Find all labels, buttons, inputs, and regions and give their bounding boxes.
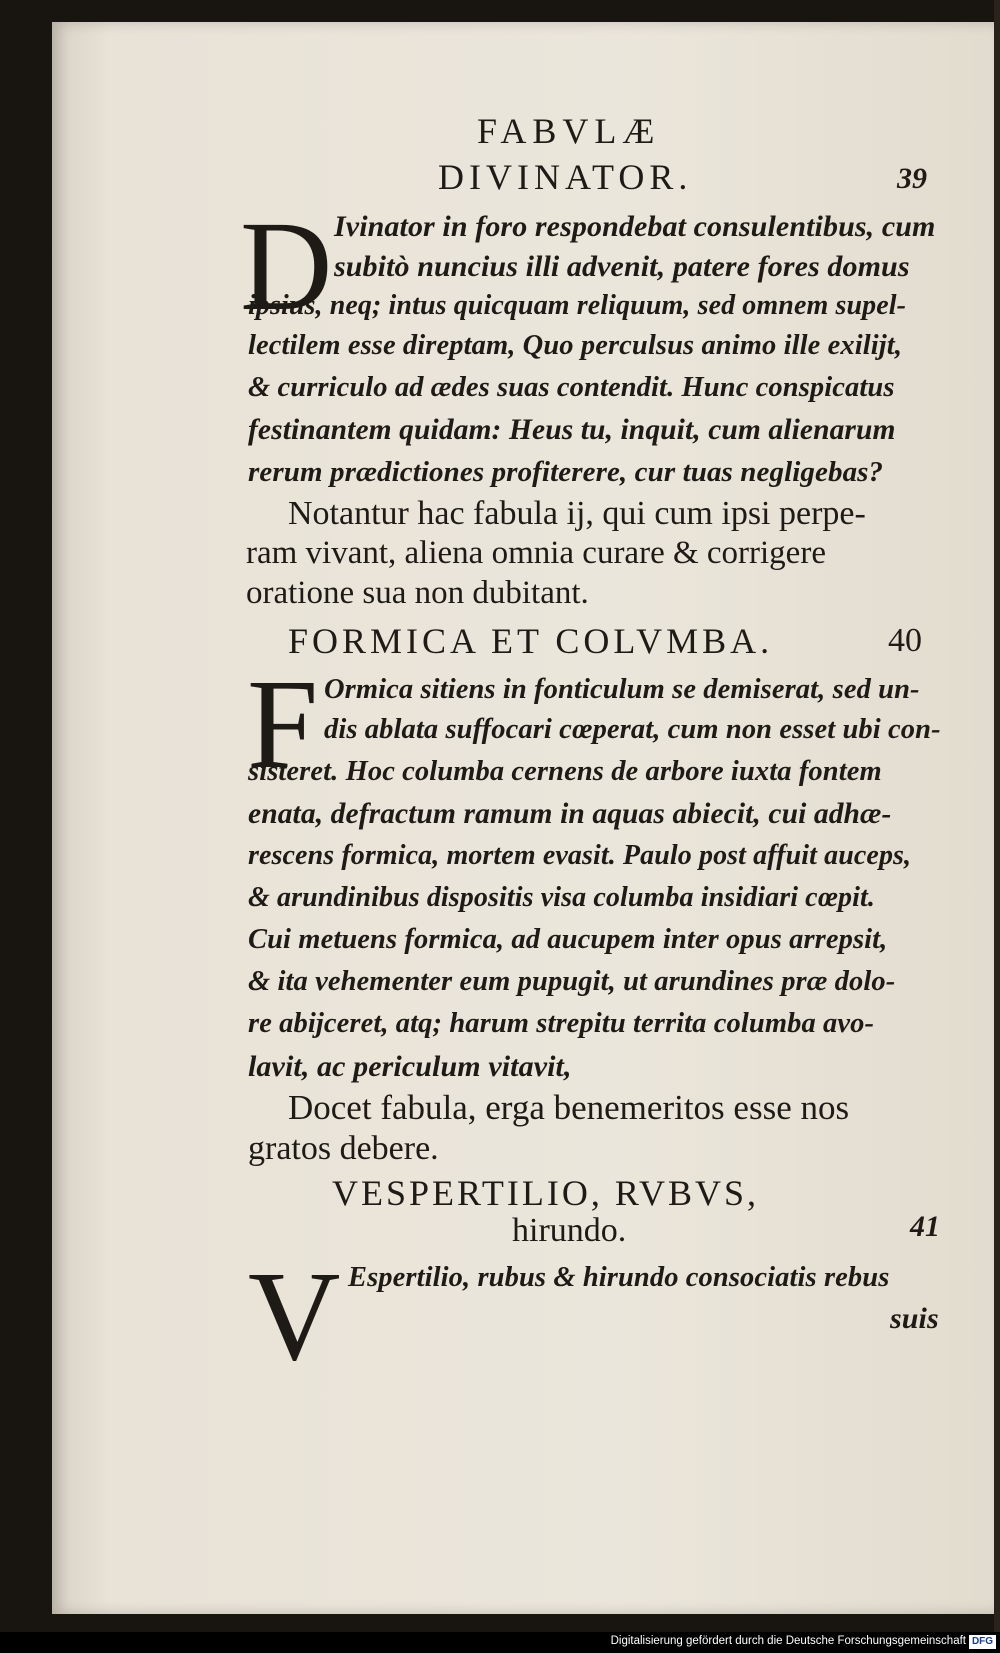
- text-line: rerum prædictiones profiterere, cur tuas negligebas?: [248, 456, 884, 488]
- text-line: suis: [890, 1302, 939, 1335]
- running-title: FABVLÆ: [477, 111, 661, 151]
- text-line: lavit, ac periculum vitavit,: [248, 1050, 572, 1083]
- text-line: Cui metuens formica, ad aucupem inter opus arrepsit,: [248, 924, 888, 955]
- fable-number-40: 40: [888, 622, 922, 659]
- text-line: ipsius, neq; intus quicquam reliquum, sed omnem supel-: [248, 290, 907, 321]
- text-line: Ormica sitiens in fonticulum se demiserat, sed un-: [324, 674, 920, 705]
- text-line: sisteret. Hoc columba cernens de arbore iuxta fontem: [248, 756, 882, 787]
- fable-number-41: 41: [910, 1210, 940, 1243]
- fable-title-hirundo: hirundo.: [512, 1212, 627, 1249]
- moral-line: Docet fabula, erga benemeritos esse nos: [288, 1088, 850, 1127]
- text-line: Ivinator in foro respondebat consulentibus, cum: [334, 210, 936, 243]
- book-page: [52, 22, 998, 1614]
- moral-line: gratos debere.: [248, 1130, 439, 1167]
- moral-line: Notantur hac fabula ij, qui cum ipsi perpe-: [288, 495, 866, 532]
- text-line: & curriculo ad ædes suas contendit. Hunc conspicatus: [248, 372, 895, 403]
- text-line: rescens formica, mortem evasit. Paulo post affuit auceps,: [248, 840, 912, 871]
- drop-cap-d: D: [240, 195, 333, 337]
- text-line: enata, defractum ramum in aquas abiecit, cui adhæ-: [248, 798, 892, 830]
- text-line: dis ablata suffocari cœperat, cum non esset ubi con-: [324, 714, 941, 745]
- fable-title-vespertilio: VESPERTILIO, RVBVS,: [332, 1173, 759, 1213]
- footer-credit: Digitalisierung gefördert durch die Deutsche Forschungsgemeinschaft: [610, 1635, 966, 1647]
- drop-cap-v: V: [248, 1245, 341, 1387]
- page-edge: [994, 0, 1000, 1632]
- text-line: & arundinibus dispositis visa columba insidiari cœpit.: [248, 882, 875, 913]
- fable-number-39: 39: [897, 162, 927, 195]
- text-line: & ita vehementer eum pupugit, ut arundines præ dolo-: [248, 966, 896, 997]
- fable-title-divinator: DIVINATOR.: [438, 157, 693, 197]
- text-line: lectilem esse direptam, Quo perculsus animo ille exilijt,: [248, 330, 903, 361]
- text-line: re abijceret, atq; harum strepitu territa columba avo-: [248, 1008, 875, 1039]
- text-line: subitò nuncius illi advenit, patere fores domus: [334, 250, 910, 283]
- text-line: Espertilio, rubus & hirundo consociatis rebus: [348, 1262, 890, 1293]
- moral-line: ram vivant, aliena omnia curare & corrigere: [246, 535, 826, 571]
- moral-line: oratione sua non dubitant.: [246, 575, 589, 611]
- drop-cap-f: F: [247, 653, 319, 795]
- dfg-logo: DFG: [969, 1635, 996, 1649]
- fable-title-formica: FORMICA ET COLVMBA.: [288, 621, 774, 661]
- digitization-footer: [0, 1632, 1000, 1653]
- text-line: festinantem quidam: Heus tu, inquit, cum alienarum: [248, 414, 896, 446]
